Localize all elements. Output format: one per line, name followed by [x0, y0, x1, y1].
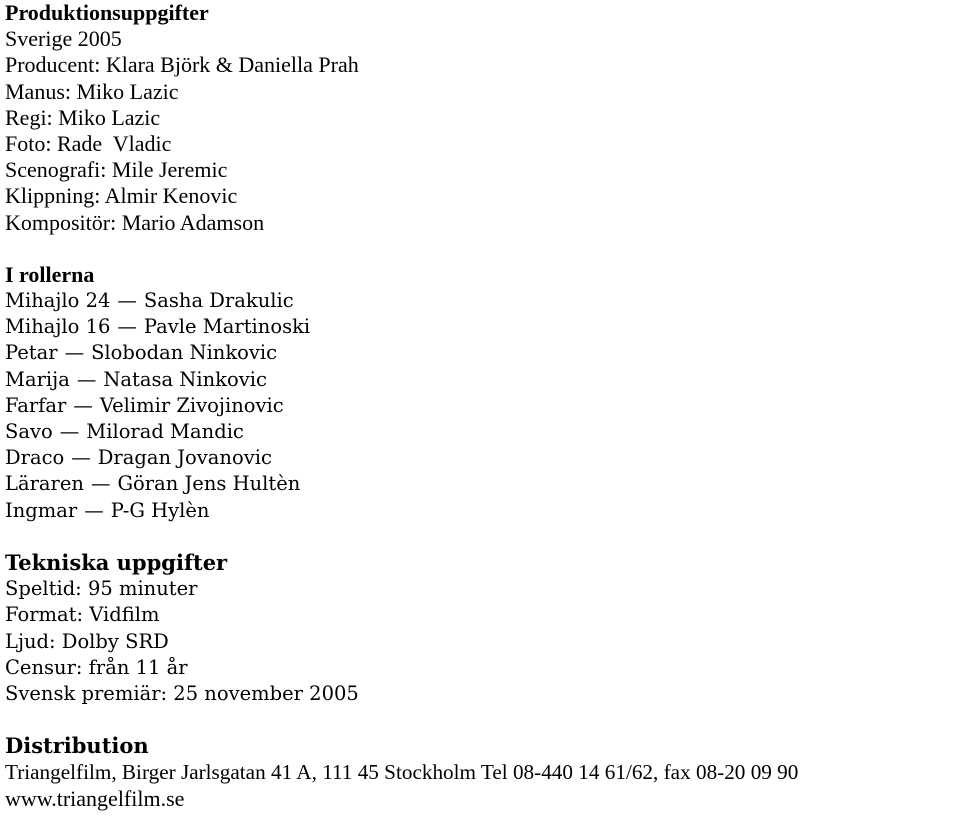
- technical-line: Ljud: Dolby SRD: [5, 629, 169, 653]
- production-line: Kompositör: Mario Adamson: [5, 209, 265, 235]
- production-line: Foto: Rade Vladic: [5, 130, 172, 156]
- cast-role: Savo: [5, 420, 53, 443]
- cast-actor: Pavle Martinoski: [143, 315, 311, 339]
- film-fact-sheet: [5, 0, 955, 812]
- cast-separator: —: [59, 420, 80, 443]
- production-line: Regi: Miko Lazic: [5, 104, 161, 130]
- cast-separator: —: [73, 393, 93, 417]
- cast-role: Ingmar: [5, 498, 78, 522]
- production-line: Sverige 2005: [5, 26, 122, 52]
- cast-role: Draco: [5, 446, 65, 470]
- technical-line: Format: Vidfilm: [5, 603, 160, 627]
- technical-line: Censur: från 11 år: [5, 655, 188, 679]
- cast-separator: —: [84, 498, 104, 522]
- section-spacer: [5, 524, 955, 550]
- section-spacer: [5, 707, 955, 733]
- technical-section: [5, 550, 955, 707]
- cast-row: [5, 419, 955, 445]
- cast-separator: —: [64, 341, 85, 365]
- cast-actor: Dragan Jovanovic: [97, 446, 272, 470]
- cast-actor: Göran Jens Hultèn: [117, 472, 301, 496]
- cast-separator: —: [71, 446, 91, 470]
- production-section: [5, 0, 955, 236]
- cast-actor: P-G Hylèn: [110, 498, 210, 522]
- distribution-heading: Distribution: [5, 733, 149, 759]
- cast-actor: Slobodan Ninkovic: [91, 341, 278, 365]
- cast-row: [5, 367, 955, 393]
- distribution-section: [5, 733, 955, 812]
- cast-row: [5, 471, 955, 497]
- cast-row: [5, 445, 955, 471]
- cast-role: Farfar: [5, 393, 67, 417]
- technical-line: Svensk premiär: 25 november 2005: [5, 681, 359, 705]
- cast-separator: —: [90, 472, 111, 496]
- technical-line: Speltid: 95 minuter: [5, 577, 198, 601]
- cast-section: [5, 262, 955, 524]
- section-spacer: [5, 236, 955, 262]
- cast-role: Mihajlo 24: [5, 289, 111, 313]
- cast-row: [5, 314, 955, 340]
- cast-actor: Milorad Mandic: [86, 420, 244, 443]
- cast-actor: Sasha Drakulic: [143, 289, 294, 313]
- cast-role: Läraren: [5, 472, 84, 496]
- distribution-website[interactable]: www.triangelfilm.se: [5, 785, 185, 811]
- cast-row: [5, 498, 955, 524]
- production-line: Manus: Miko Lazic: [5, 78, 179, 104]
- cast-row: [5, 340, 955, 366]
- cast-role: Mihajlo 16: [5, 315, 111, 339]
- cast-row: [5, 288, 955, 314]
- cast-role: Marija: [5, 367, 70, 391]
- cast-separator: —: [76, 367, 97, 391]
- cast-row: [5, 393, 955, 419]
- cast-heading: I rollerna: [5, 261, 95, 287]
- cast-separator: —: [117, 315, 137, 339]
- production-heading: Produktionsuppgifter: [5, 0, 209, 25]
- technical-heading: Tekniska uppgifter: [5, 549, 228, 575]
- production-line: Producent: Klara Björk & Daniella Prah: [5, 52, 359, 78]
- cast-actor: Velimir Zivojinovic: [99, 393, 284, 417]
- distribution-address: Triangelfilm, Birger Jarlsgatan 41 A, 111 45 Stockholm Tel 08-440 14 61/62, fax 08-20 09 90: [5, 760, 799, 785]
- production-line: Scenografi: Mile Jeremic: [5, 157, 228, 183]
- cast-actor: Natasa Ninkovic: [103, 367, 267, 391]
- production-line: Klippning: Almir Kenovic: [5, 183, 238, 209]
- cast-role: Petar: [5, 341, 58, 365]
- cast-separator: —: [117, 289, 137, 313]
